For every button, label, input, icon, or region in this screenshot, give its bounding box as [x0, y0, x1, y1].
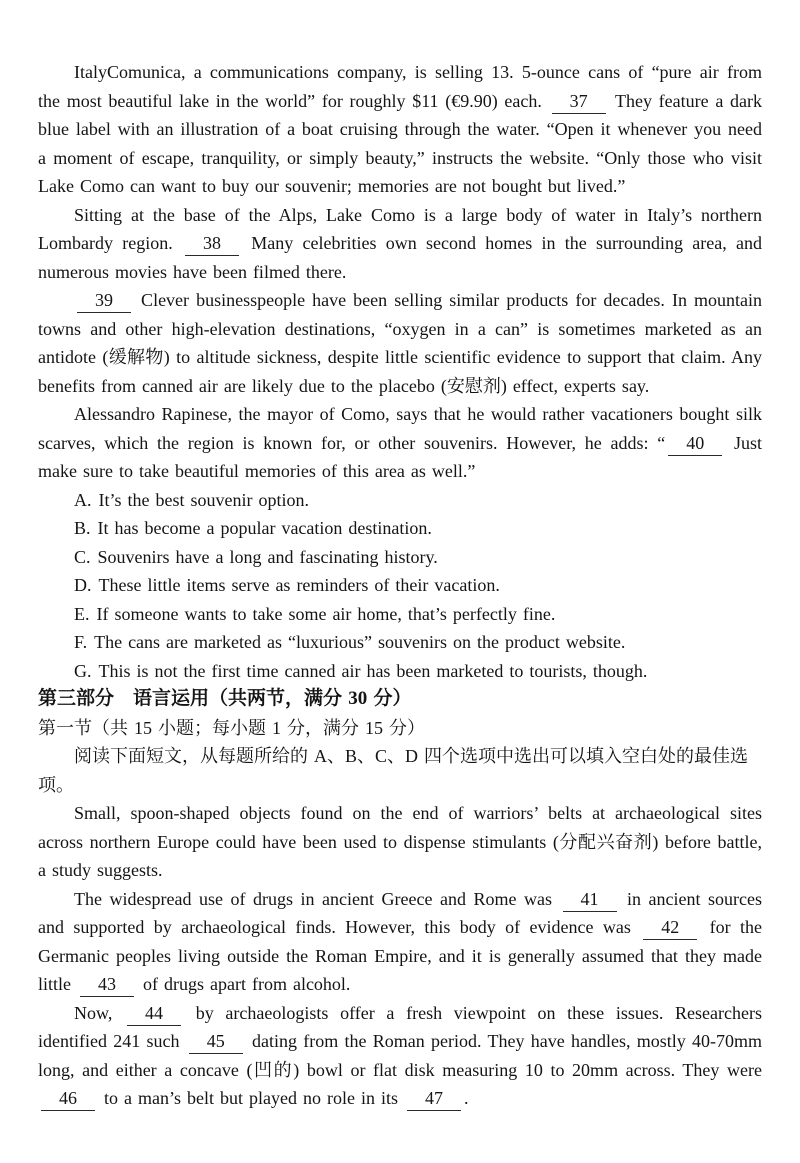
option-item: [38, 657, 762, 686]
part3-header: 第三部分 语言运用（共两节，满分 30 分）: [38, 688, 412, 709]
section1-header: 第一节（共 15 小题；每小题 1 分，满分 15 分）: [38, 717, 425, 738]
part2-passage: [38, 58, 762, 685]
answer-blank-43: 43: [80, 974, 134, 997]
passage-paragraph: Now, 44 by archaeologists offer a fresh viewpoint on these issues. Researchers identified 241 such 45 dating from the Roman period. They have handles, mostly 40-70mm long, and either a concave (凹的) bowl or flat disk measuring 10 to 20mm across. They were 46 to a man’s belt but played no role in its 47 .: [38, 999, 762, 1113]
option-text: These little items serve as reminders of their vacation.: [98, 575, 500, 595]
option-item: [38, 600, 762, 629]
part3-section: [38, 685, 762, 1113]
passage-paragraph: Small, spoon-shaped objects found on the end of warriors’ belts at archaeological sites across northern Europe could have been used to dispense stimulants (分配兴奋剂) before battle, a study suggests.: [38, 803, 762, 880]
option-text: This is not the first time canned air has been marketed to tourists, though.: [98, 660, 648, 681]
option-text: If someone wants to take some air home, that’s perfectly fine.: [96, 603, 556, 624]
option-label: A.: [74, 489, 92, 510]
part3-paragraphs: [38, 799, 762, 1113]
passage-paragraph: Sitting at the base of the Alps, Lake Como is a large body of water in Italy’s northern Lombardy region. 38 Many celebrities own second homes in the surrounding area, and numerous movies have been filmed there.: [38, 204, 762, 282]
part2-paragraphs: [38, 58, 762, 486]
answer-blank-38: 38: [185, 233, 239, 256]
answer-blank-42: 42: [643, 917, 697, 940]
option-item: [38, 486, 762, 515]
instruction-text: 阅读下面短文，从每题所给的 A、B、C、D 四个选项中选出可以填入空白处的最佳选项。: [38, 746, 749, 795]
option-label: D.: [74, 575, 92, 595]
passage-paragraph: Alessandro Rapinese, the mayor of Como, says that he would rather vacationers bought silk scarves, which the region is known for, or other souvenirs. However, he adds: “ 40 Just make sure to take beautiful memories of this area as well.”: [38, 404, 763, 481]
options-list: [38, 486, 762, 686]
option-text: The cans are marketed as “luxurious” souvenirs on the product website.: [94, 632, 626, 652]
option-text: It has become a popular vacation destination.: [97, 518, 432, 538]
answer-blank-46: 46: [41, 1088, 95, 1111]
passage-paragraph: 39 Clever businesspeople have been selling similar products for decades. In mountain towns and other high-elevation destinations, “oxygen in a can” is sometimes marketed as an antidote (缓解物) to altitude sickness, despite little scientific evidence to support that claim. Any benefits from canned air are likely due to the placebo (安慰剂) effect, experts say.: [38, 290, 762, 396]
passage-paragraph: The widespread use of drugs in ancient Greece and Rome was 41 in ancient sources and supported by archaeological finds. However, this body of evidence was 42 for the Germanic peoples living outside the Roman Empire, and it is generally assumed that they made little 43 of drugs apart from alcohol.: [38, 885, 762, 999]
option-label: B.: [74, 518, 91, 538]
option-label: G.: [74, 660, 92, 681]
option-item: [38, 628, 762, 657]
option-item: [38, 514, 762, 543]
option-item: [38, 543, 762, 572]
answer-blank-47: 47: [407, 1088, 461, 1111]
option-text: Souvenirs have a long and fascinating history.: [97, 546, 438, 567]
answer-blank-41: 41: [563, 889, 617, 912]
answer-blank-40: 40: [668, 433, 722, 456]
answer-blank-45: 45: [189, 1031, 243, 1054]
option-label: F.: [74, 632, 88, 652]
option-label: C.: [74, 546, 91, 567]
answer-blank-37: 37: [552, 91, 606, 114]
answer-blank-44: 44: [127, 1003, 181, 1026]
option-item: [38, 571, 762, 600]
answer-blank-39: 39: [77, 290, 131, 313]
option-label: E.: [74, 603, 90, 624]
option-text: It’s the best souvenir option.: [98, 489, 309, 510]
passage-paragraph: ItalyComunica, a communications company, is selling 13. 5-ounce cans of “pure air from the most beautiful lake in the world” for roughly $11 (€9.90) each. 37 They feature a dark blue label with an illustration of a boat cruising through the water. “Open it whenever you need a moment of escape, tranquility, or simply beauty,” instructs the website. “Only those who visit Lake Como can want to buy our souvenir; memories are not bought but lived.”: [38, 62, 762, 196]
